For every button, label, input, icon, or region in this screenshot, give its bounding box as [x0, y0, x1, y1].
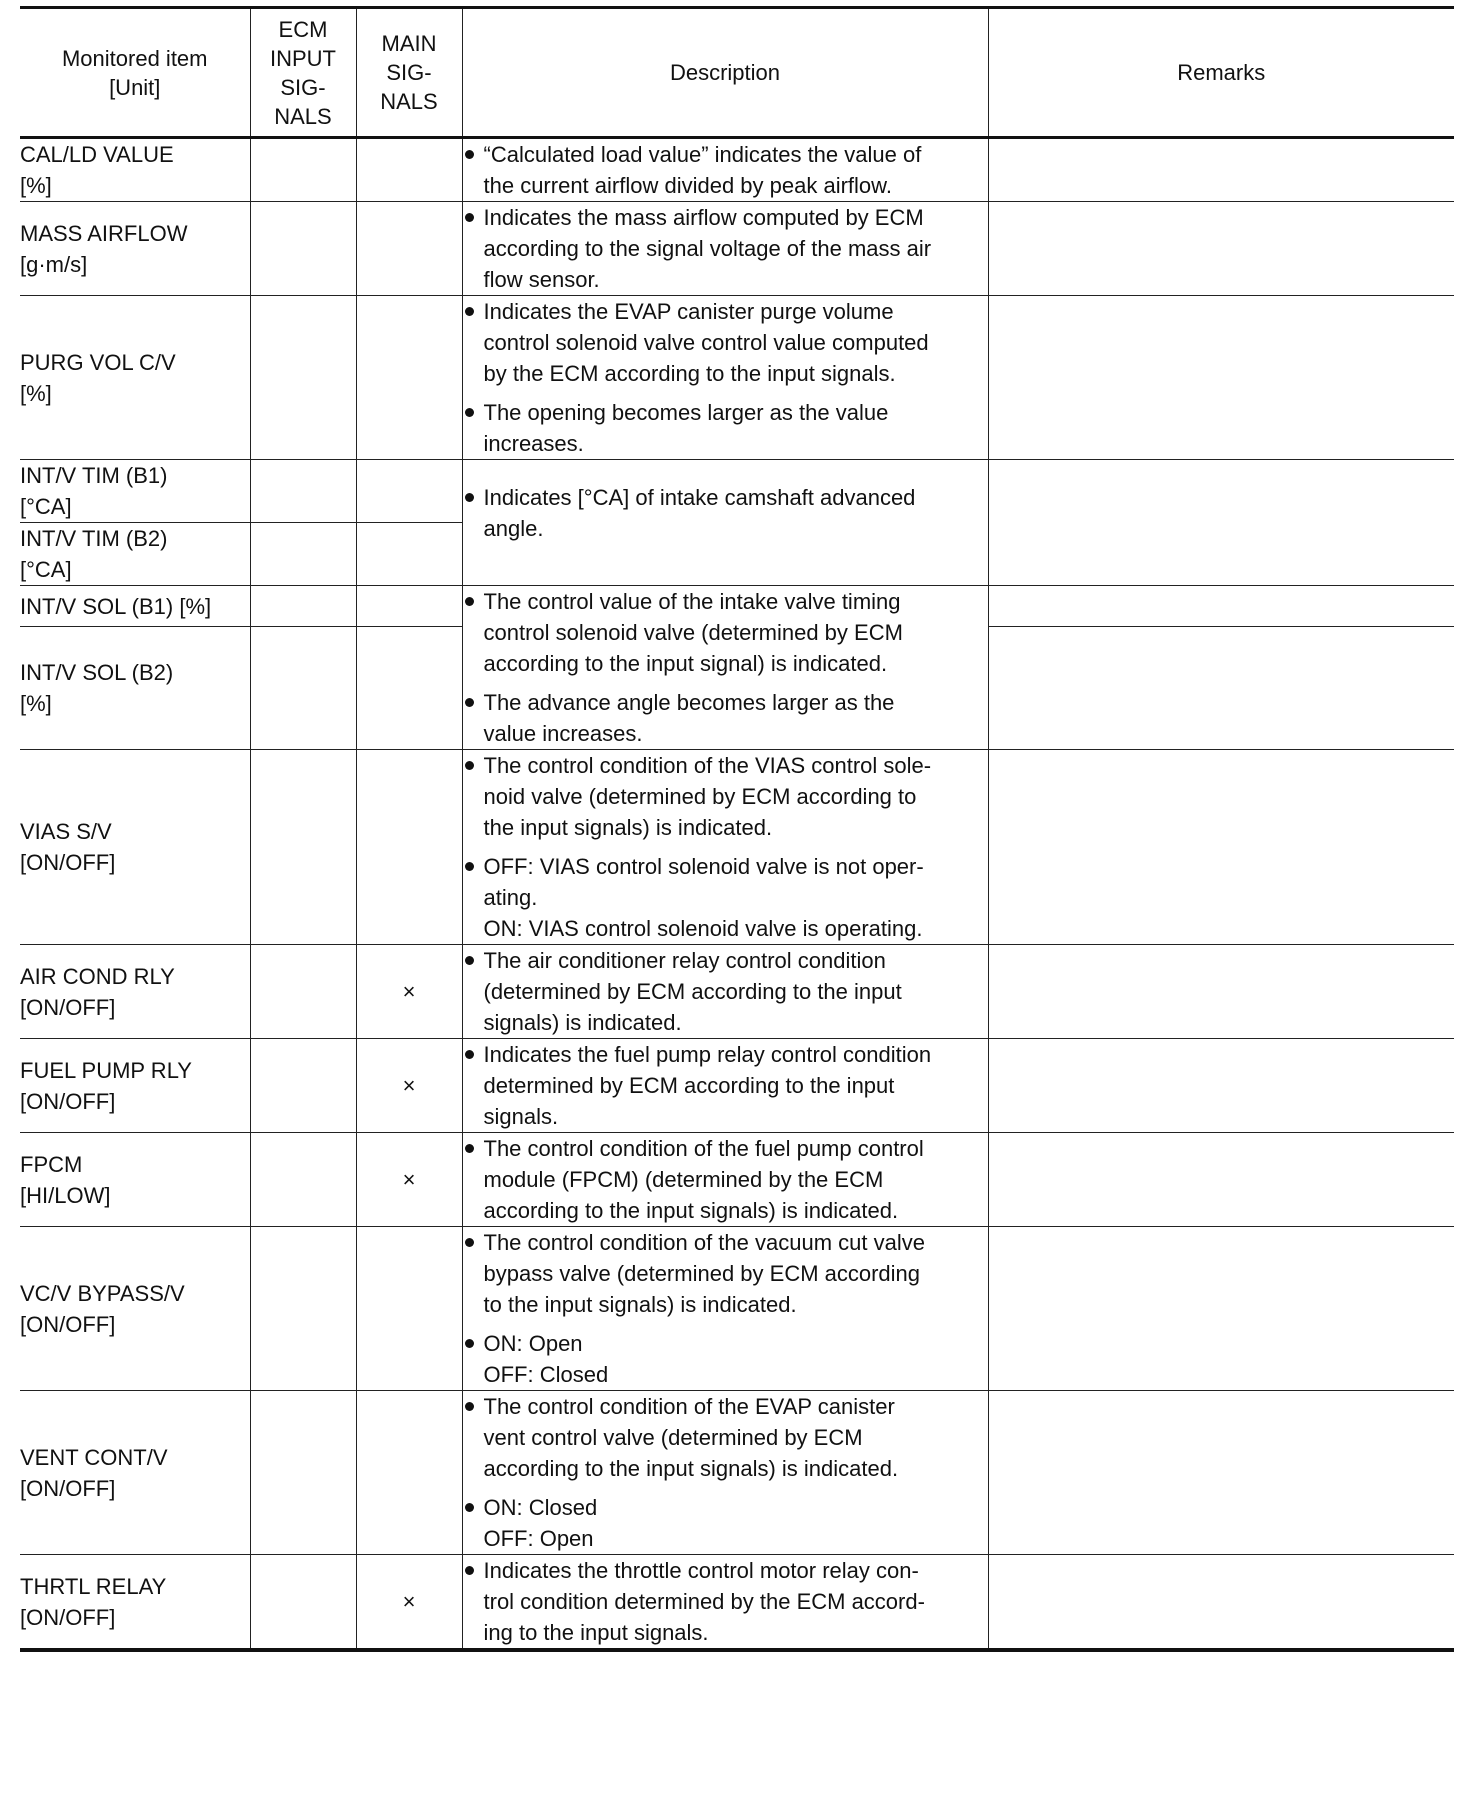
header-description: Description [462, 8, 988, 138]
main-signal-cell [356, 138, 462, 202]
description-cell [462, 296, 988, 460]
remarks-cell [988, 627, 1454, 750]
ecm-input-cell [250, 1227, 356, 1391]
monitored-item-cell [20, 1133, 250, 1227]
description-bullet: The control value of the intake valve timing control solenoid valve (determined by ECM according to the input signal) is indicated. [463, 586, 988, 679]
table-row [20, 1227, 1454, 1391]
item-name: THRTL RELAY [20, 1573, 167, 1599]
table-row [20, 586, 1454, 627]
ecm-input-cell [250, 523, 356, 586]
monitored-item-cell [20, 1391, 250, 1555]
item-unit: [°CA] [20, 494, 72, 519]
main-signal-cell [356, 460, 462, 523]
remarks-cell [988, 202, 1454, 296]
item-name: FPCM [20, 1151, 83, 1177]
ecm-input-cell [250, 460, 356, 523]
remarks-cell [988, 296, 1454, 460]
main-signal-cell: × [356, 1039, 462, 1133]
ecm-input-cell [250, 1133, 356, 1227]
description-bullet: “Calculated load value” indicates the value of the current airflow divided by peak airflow. [463, 139, 988, 201]
item-unit: [ON/OFF] [20, 994, 116, 1020]
remarks-cell [988, 1039, 1454, 1133]
item-unit: [ON/OFF] [20, 1604, 116, 1630]
header-ecm-input-signals: ECM INPUT SIG- NALS [250, 8, 356, 138]
monitored-item-cell [20, 586, 250, 627]
header-main-signals: MAIN SIG- NALS [356, 8, 462, 138]
monitored-item-cell [20, 1039, 250, 1133]
item-name: INT/V SOL (B1) [%] [20, 593, 212, 619]
main-signal-cell: × [356, 1133, 462, 1227]
description-bullet: The air conditioner relay control condition (determined by ECM according to the input signals) is indicated. [463, 945, 988, 1038]
item-name: VIAS S/V [20, 819, 112, 844]
remarks-cell [988, 750, 1454, 945]
monitored-item-cell [20, 523, 250, 586]
main-signal-cell [356, 1227, 462, 1391]
table-header-row [20, 8, 1454, 138]
ecm-input-cell [250, 750, 356, 945]
description-cell [462, 460, 988, 586]
remarks-cell [988, 1391, 1454, 1555]
item-name: AIR COND RLY [20, 963, 175, 989]
item-unit: [ON/OFF] [20, 850, 116, 875]
description-bullet: The advance angle becomes larger as the value increases. [463, 687, 988, 749]
table-row [20, 460, 1454, 523]
main-signal-cell [356, 627, 462, 750]
header-remarks: Remarks [988, 8, 1454, 138]
monitored-item-cell [20, 460, 250, 523]
description-cell [462, 202, 988, 296]
item-name: VENT CONT/V [20, 1444, 168, 1470]
item-unit: [%] [20, 380, 52, 406]
description-cell [462, 1133, 988, 1227]
item-unit: [%] [20, 691, 52, 717]
main-signal-cell [356, 523, 462, 586]
item-unit: [g·m/s] [20, 251, 88, 277]
description-bullet: Indicates the fuel pump relay control condition determined by ECM according to the input signals. [463, 1039, 988, 1132]
description-bullet: ON: Closed OFF: Open [463, 1492, 988, 1554]
ecm-input-cell [250, 945, 356, 1039]
ecm-input-cell [250, 1039, 356, 1133]
item-name: MASS AIRFLOW [20, 220, 188, 246]
remarks-cell [988, 1227, 1454, 1391]
main-signal-cell [356, 202, 462, 296]
item-unit: [°CA] [20, 557, 72, 582]
item-unit: [ON/OFF] [20, 1475, 116, 1501]
table-row [20, 1039, 1454, 1133]
ecm-input-cell [250, 296, 356, 460]
remarks-cell [988, 1133, 1454, 1227]
item-name: INT/V TIM (B2) [20, 526, 168, 551]
description-bullet: ON: Open OFF: Closed [463, 1328, 988, 1390]
ecm-input-cell [250, 627, 356, 750]
table-row [20, 202, 1454, 296]
description-cell [462, 1227, 988, 1391]
description-cell [462, 1391, 988, 1555]
item-unit: [ON/OFF] [20, 1088, 116, 1114]
main-signal-cell [356, 586, 462, 627]
monitored-item-cell [20, 1227, 250, 1391]
item-name: INT/V SOL (B2) [20, 660, 174, 686]
table-row [20, 1555, 1454, 1651]
remarks-cell [988, 945, 1454, 1039]
item-unit: [HI/LOW] [20, 1182, 111, 1208]
remarks-cell [988, 460, 1454, 586]
description-cell [462, 945, 988, 1039]
description-cell [462, 750, 988, 945]
description-bullet: The opening becomes larger as the value increases. [463, 397, 988, 459]
ecm-input-cell [250, 138, 356, 202]
description-cell [462, 138, 988, 202]
item-name: VC/V BYPASS/V [20, 1280, 185, 1306]
table-row [20, 1133, 1454, 1227]
description-bullet: The control condition of the fuel pump control module (FPCM) (determined by the ECM according to the input signals) is indicated. [463, 1133, 988, 1226]
monitored-item-cell [20, 296, 250, 460]
data-monitor-table [20, 6, 1454, 1652]
monitored-item-cell [20, 202, 250, 296]
monitored-item-cell [20, 138, 250, 202]
monitored-item-cell [20, 627, 250, 750]
monitored-item-cell [20, 945, 250, 1039]
item-name: FUEL PUMP RLY [20, 1057, 192, 1083]
ecm-input-cell [250, 202, 356, 296]
item-name: INT/V TIM (B1) [20, 463, 168, 488]
description-bullet: Indicates the EVAP canister purge volume control solenoid valve control value computed by the ECM according to the input signals. [463, 296, 988, 389]
ecm-input-cell [250, 1391, 356, 1555]
description-bullet: Indicates the mass airflow computed by ECM according to the signal voltage of the mass air flow sensor. [463, 202, 988, 295]
main-signal-cell [356, 750, 462, 945]
description-bullet: Indicates [°CA] of intake camshaft advanced angle. [463, 482, 988, 544]
table-row [20, 750, 1454, 945]
description-bullet: OFF: VIAS control solenoid valve is not oper- ating. ON: VIAS control solenoid valve is operating. [463, 851, 988, 944]
ecm-input-cell [250, 1555, 356, 1651]
monitored-item-cell [20, 1555, 250, 1651]
description-cell [462, 1039, 988, 1133]
description-cell [462, 586, 988, 750]
table-row [20, 138, 1454, 202]
main-signal-cell: × [356, 945, 462, 1039]
table-row [20, 296, 1454, 460]
item-unit: [%] [20, 173, 52, 198]
item-name: PURG VOL C/V [20, 349, 176, 375]
main-signal-cell: × [356, 1555, 462, 1651]
description-bullet: The control condition of the EVAP canister vent control valve (determined by ECM according to the input signals) is indicated. [463, 1391, 988, 1484]
header-monitored-item: Monitored item [Unit] [20, 8, 250, 138]
data-monitor-table-page [20, 6, 1454, 1652]
main-signal-cell [356, 296, 462, 460]
item-name: CAL/LD VALUE [20, 142, 174, 167]
table-row [20, 1391, 1454, 1555]
description-cell [462, 1555, 988, 1651]
monitored-item-cell [20, 750, 250, 945]
ecm-input-cell [250, 586, 356, 627]
item-unit: [ON/OFF] [20, 1311, 116, 1337]
description-bullet: The control condition of the VIAS control sole- noid valve (determined by ECM according to the input signals) is indicated. [463, 750, 988, 843]
description-bullet: Indicates the throttle control motor relay con- trol condition determined by the ECM accord- ing to the input signals. [463, 1555, 988, 1648]
remarks-cell [988, 1555, 1454, 1651]
description-bullet: The control condition of the vacuum cut valve bypass valve (determined by ECM according to the input signals) is indicated. [463, 1227, 988, 1320]
table-row [20, 945, 1454, 1039]
main-signal-cell [356, 1391, 462, 1555]
remarks-cell [988, 586, 1454, 627]
remarks-cell [988, 138, 1454, 202]
